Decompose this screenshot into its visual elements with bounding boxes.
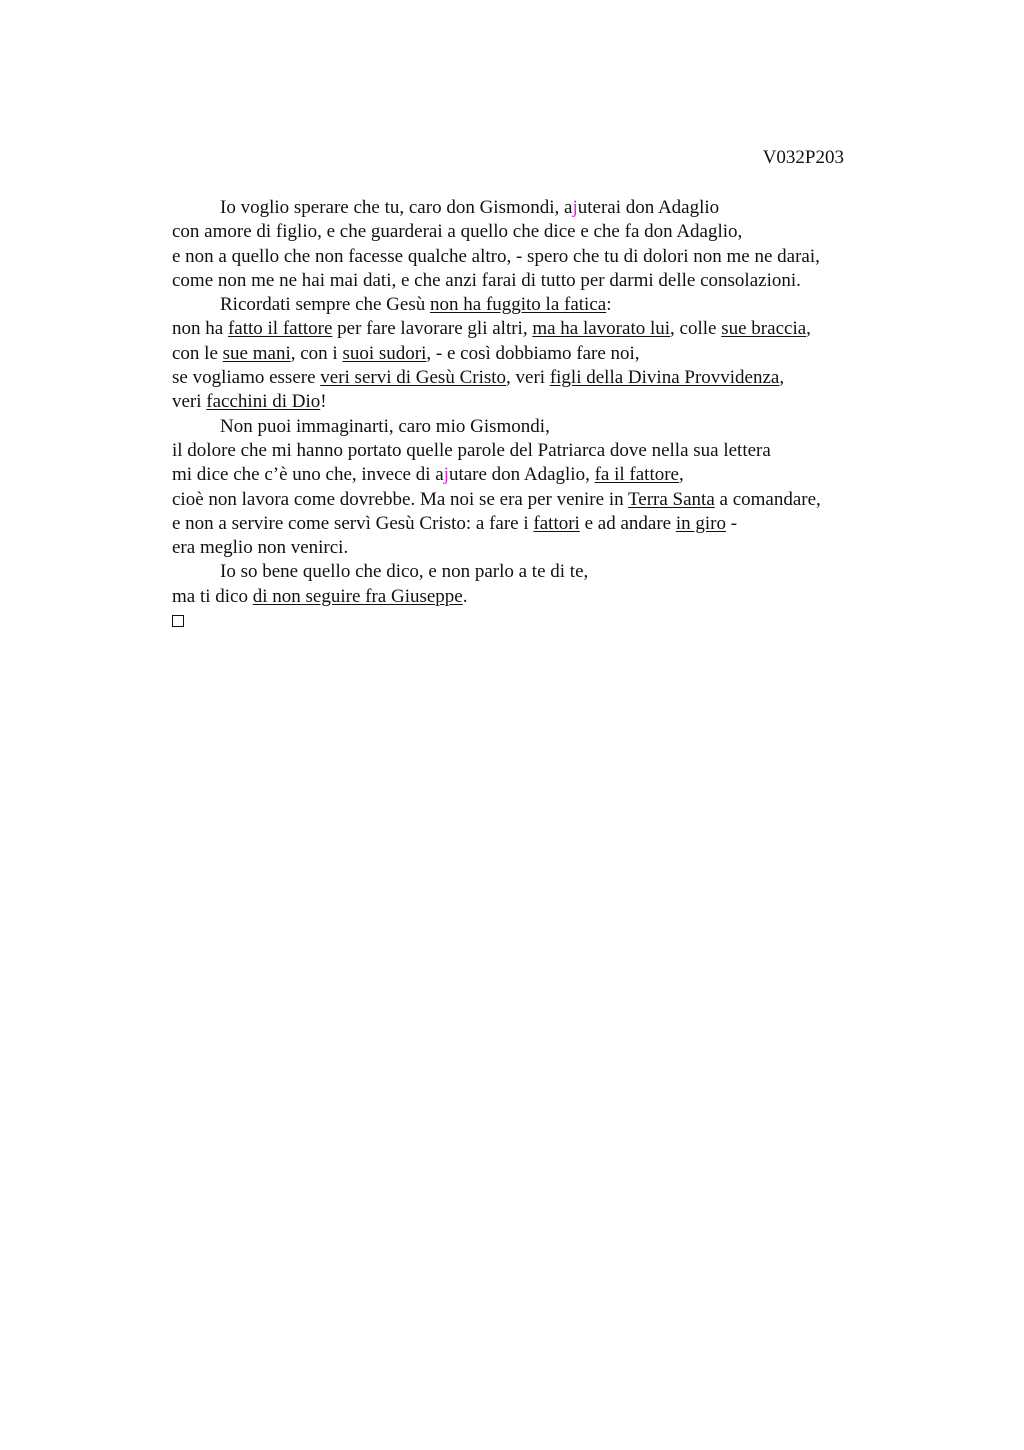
- underlined-phrase: ma ha lavorato lui: [532, 318, 671, 340]
- page-id: V032P203: [762, 147, 844, 168]
- text-line: con le sue mani, con i suoi sudori, - e così dobbiamo fare noi,: [172, 342, 640, 364]
- underlined-phrase: figli della Divina Provvidenza: [549, 367, 780, 389]
- underlined-phrase: fa il fattore: [594, 464, 679, 486]
- text-line: come non me ne hai mai dati, e che anzi farai di tutto per darmi delle consolazioni.: [172, 269, 801, 291]
- text-line: Io so bene quello che dico, e non parlo a te di te,: [220, 561, 589, 583]
- underlined-phrase: facchini di Dio: [206, 391, 321, 413]
- text-line: Io voglio sperare che tu, caro don Gismondi, ajuterai don Adaglio: [220, 197, 720, 218]
- text-line: era meglio non venirci.: [172, 537, 349, 559]
- text-line: non ha fatto il fattore per fare lavorare gli altri, ma ha lavorato lui, colle sue braccia,: [172, 318, 811, 340]
- underlined-phrase: non ha fuggito la fatica: [429, 294, 607, 316]
- text-line: e non a servire come servì Gesù Cristo: a fare i fattori e ad andare in giro -: [172, 512, 738, 534]
- underlined-phrase: veri servi di Gesù Cristo: [320, 367, 507, 389]
- text-line: il dolore che mi hanno portato quelle parole del Patriarca dove nella sua lettera: [172, 439, 771, 461]
- underlined-phrase: in giro: [675, 512, 726, 534]
- text-line: mi dice che c’è uno che, invece di ajutare don Adaglio, fa il fattore,: [172, 464, 684, 486]
- underlined-phrase: sue braccia: [721, 318, 807, 340]
- underlined-phrase: fattori: [533, 512, 580, 534]
- underlined-phrase: sue mani: [222, 342, 291, 364]
- text-line: cioè non lavora come dovrebbe. Ma noi se era per venire in Terra Santa a comandare,: [172, 488, 821, 510]
- text-line: con amore di figlio, e che guarderai a quello che dice e che fa don Adaglio,: [172, 221, 743, 243]
- text-line: veri facchini di Dio!: [172, 391, 327, 413]
- text-line: e non a quello che non facesse qualche altro, - spero che tu di dolori non me ne darai,: [172, 245, 820, 267]
- underlined-phrase: di non seguire fra Giuseppe: [252, 585, 463, 607]
- text-line: Non puoi immaginarti, caro mio Gismondi,: [220, 415, 550, 437]
- highlighted-letter: j: [443, 464, 449, 486]
- empty-square-icon: [172, 615, 184, 627]
- highlighted-letter: j: [572, 197, 578, 218]
- text-line: se vogliamo essere veri servi di Gesù Cristo, veri figli della Divina Provvidenza,: [172, 367, 785, 389]
- underlined-phrase: Terra Santa: [628, 488, 715, 510]
- end-marker-line: [172, 609, 912, 634]
- underlined-phrase: fatto il fattore: [227, 318, 333, 340]
- text-line: ma ti dico di non seguire fra Giuseppe.: [172, 585, 468, 607]
- text-line: Ricordati sempre che Gesù non ha fuggito la fatica:: [220, 294, 612, 316]
- letter-body: [172, 196, 912, 634]
- underlined-phrase: suoi sudori: [342, 342, 427, 364]
